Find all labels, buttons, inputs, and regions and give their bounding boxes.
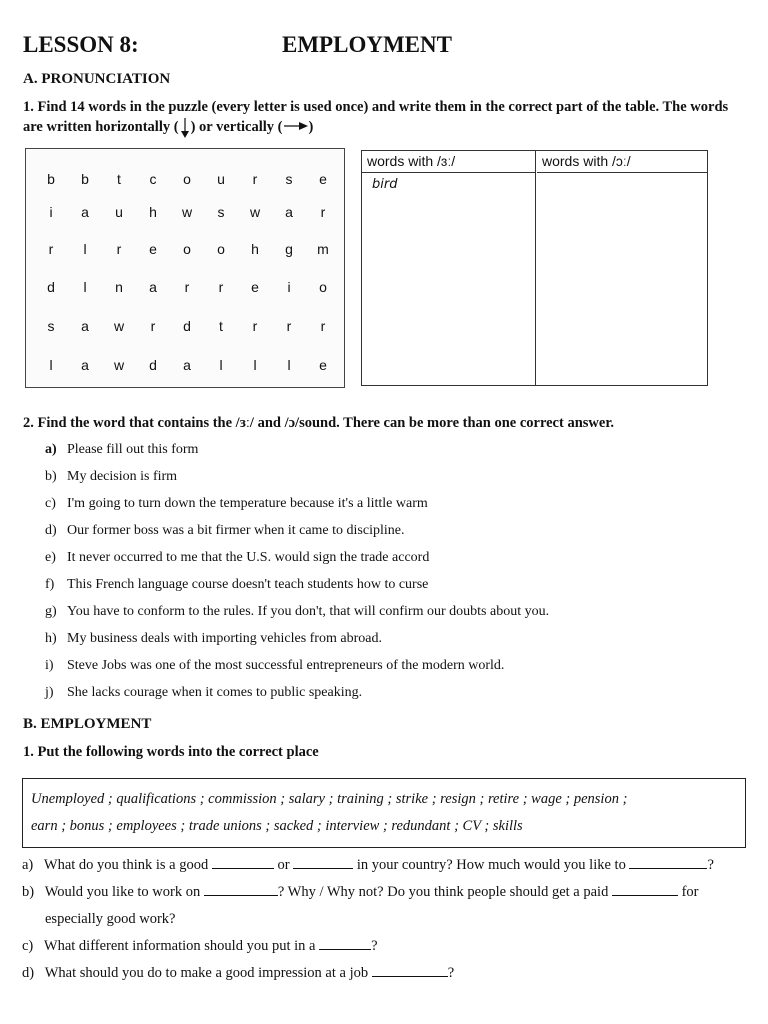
item-label: b) [22, 884, 35, 900]
q1-line-2c: ) [308, 119, 314, 135]
puzzle-letter: u [217, 171, 225, 187]
puzzle-letter: a [285, 204, 293, 220]
q1-line-2 [23, 117, 748, 139]
item-label: e) [45, 550, 56, 565]
word-bank-line-2: earn ; bonus ; employees ; trade unions ; sacked ; interview ; redundant ; CV ; skills [31, 818, 523, 834]
item-label: d) [45, 523, 57, 538]
item-label: j) [45, 685, 54, 700]
item-label: h) [45, 631, 57, 646]
list-item [45, 544, 755, 571]
puzzle-letter: w [113, 318, 125, 334]
puzzle-row-4 [26, 271, 344, 303]
question-text: What do you think is a good [43, 857, 209, 873]
item-label: d) [22, 965, 35, 981]
puzzle-letter: w [181, 204, 193, 220]
puzzle-letter: r [252, 171, 258, 187]
list-item [45, 463, 755, 490]
list-item [45, 598, 755, 625]
item-text: She lacks courage when it comes to public speaking. [67, 685, 363, 700]
puzzle-letter: o [217, 241, 225, 257]
item-text: It never occurred to me that the U.S. would sign the trade accord [67, 550, 430, 565]
puzzle-letter: r [218, 279, 224, 295]
puzzle-letter: b [47, 171, 55, 187]
q1-line-2a: are written horizontally ( [23, 119, 179, 135]
question-text: ? [707, 857, 714, 873]
question-text: for [681, 884, 699, 900]
puzzle-letter: e [319, 171, 327, 187]
puzzle-row-2 [26, 196, 344, 228]
question-text: What should you do to make a good impression at a job [44, 965, 369, 981]
puzzle-letter: l [49, 357, 53, 373]
list-item [45, 652, 755, 679]
puzzle-letter: n [115, 279, 123, 295]
puzzle-letter: h [149, 204, 157, 220]
question-text: ? [371, 938, 378, 954]
or-sound-header: words with /ɔː/ [537, 151, 707, 173]
or-sound-column [537, 151, 707, 385]
puzzle-letter: l [83, 241, 87, 257]
answer-blank[interactable] [629, 856, 707, 869]
right-arrow-icon [283, 117, 309, 137]
list-item [45, 517, 755, 544]
puzzle-letter: m [317, 241, 329, 257]
puzzle-letter: l [219, 357, 223, 373]
answer-blank[interactable] [204, 883, 278, 896]
list-item [45, 571, 755, 598]
puzzle-letter: w [249, 204, 261, 220]
item-text: You have to conform to the rules. If you don't, that will confirm our doubts about you. [67, 604, 550, 619]
puzzle-letter: t [117, 171, 121, 187]
puzzle-letter: r [320, 204, 326, 220]
puzzle-letter: w [113, 357, 125, 373]
item-label: c) [45, 496, 56, 511]
puzzle-letter: a [81, 357, 89, 373]
question-text: What different information should you put in a [43, 938, 316, 954]
answer-blank[interactable] [319, 937, 371, 950]
puzzle-letter: a [81, 318, 89, 334]
puzzle-letter: r [150, 318, 156, 334]
fill-question-c [22, 933, 748, 960]
puzzle-letter: t [219, 318, 223, 334]
puzzle-letter: o [183, 241, 191, 257]
item-text: Our former boss was a bit firmer when it came to discipline. [67, 523, 405, 538]
q1-line-1: 1. Find 14 words in the puzzle (every letter is used once) and write them in the correct part of the table. The words [23, 99, 729, 115]
puzzle-letter: l [253, 357, 257, 373]
puzzle-letter: s [285, 171, 293, 187]
puzzle-row-3 [26, 233, 344, 265]
item-label: g) [45, 604, 57, 619]
puzzle-letter: r [252, 318, 258, 334]
puzzle-letter: e [319, 357, 327, 373]
fill-question-d [22, 960, 748, 987]
item-label: a) [45, 442, 57, 457]
fill-question-b-continued: especially good work? [45, 911, 176, 927]
list-item [45, 625, 755, 652]
question-text: or [277, 857, 290, 873]
sound-words-table [361, 150, 708, 386]
answer-blank[interactable] [372, 964, 448, 977]
puzzle-row-5 [26, 310, 344, 342]
puzzle-letter: b [81, 171, 89, 187]
puzzle-letter: l [287, 357, 291, 373]
answer-blank[interactable] [212, 856, 274, 869]
word-bank-line-1: Unemployed ; qualifications ; commission ; salary ; training ; strike ; resign ; retire ; wage ; pension ; [31, 791, 628, 807]
puzzle-row-1 [26, 163, 344, 195]
question-text: ? [447, 965, 455, 981]
puzzle-letter: a [149, 279, 157, 295]
item-text: I'm going to turn down the temperature because it's a little warm [67, 496, 428, 511]
puzzle-letter: d [47, 279, 55, 295]
puzzle-letter: e [251, 279, 259, 295]
item-text: This French language course doesn't teach students how to curse [67, 577, 429, 592]
puzzle-letter: i [287, 279, 291, 295]
item-text: Please fill out this form [67, 442, 199, 457]
item-label: i) [45, 658, 54, 673]
fill-question-b [22, 879, 748, 906]
puzzle-letter: r [48, 241, 54, 257]
word-puzzle-grid [25, 148, 345, 388]
item-label: a) [22, 857, 34, 873]
list-item [45, 679, 755, 706]
question-2-list [45, 436, 755, 706]
puzzle-letter: r [184, 279, 190, 295]
puzzle-letter: r [320, 318, 326, 334]
word-bank-box [22, 778, 746, 848]
puzzle-letter: d [183, 318, 191, 334]
puzzle-letter: h [251, 241, 259, 257]
puzzle-letter: a [183, 357, 191, 373]
question-2-heading: 2. Find the word that contains the /ɜː/ and /ɔ/sound. There can be more than one correct answer. [23, 415, 615, 431]
item-label: f) [45, 577, 55, 592]
puzzle-letter: g [285, 241, 293, 257]
puzzle-letter: s [47, 318, 55, 334]
list-item [45, 490, 755, 517]
section-b-q1-heading: 1. Put the following words into the correct place [23, 744, 319, 760]
section-b-heading: B. EMPLOYMENT [23, 716, 152, 732]
section-a-heading: A. PRONUNCIATION [23, 71, 171, 87]
puzzle-letter: d [149, 357, 157, 373]
fill-question-a [22, 852, 748, 879]
puzzle-letter: e [149, 241, 157, 257]
puzzle-letter: u [115, 204, 123, 220]
answer-blank[interactable] [612, 883, 678, 896]
item-label: b) [45, 469, 57, 484]
item-label: c) [22, 938, 34, 954]
item-text: Steve Jobs was one of the most successful entrepreneurs of the modern world. [67, 658, 505, 673]
puzzle-letter: i [49, 204, 53, 220]
down-arrow-icon [179, 117, 191, 139]
puzzle-letter: c [149, 171, 157, 187]
item-text: My business deals with importing vehicles from abroad. [67, 631, 382, 646]
list-item [45, 436, 755, 463]
puzzle-letter: o [319, 279, 327, 295]
example-word: bird [372, 177, 398, 192]
ur-sound-header: words with /ɜː/ [362, 151, 535, 173]
puzzle-letter: r [286, 318, 292, 334]
ur-sound-column [362, 151, 536, 385]
puzzle-letter: a [81, 204, 89, 220]
answer-blank[interactable] [293, 856, 353, 869]
page-title: EMPLOYMENT [282, 32, 452, 57]
puzzle-letter: o [183, 171, 191, 187]
question-text: ? Why / Why not? Do you think people should get a paid [277, 884, 609, 900]
lesson-number: LESSON 8: [23, 32, 139, 57]
question-text: Would you like to work on [44, 884, 201, 900]
q1-line-2b: ) or vertically ( [190, 119, 283, 135]
puzzle-letter: s [217, 204, 225, 220]
puzzle-letter: l [83, 279, 87, 295]
puzzle-row-6 [26, 349, 344, 381]
puzzle-letter: r [116, 241, 122, 257]
question-text: in your country? How much would you like to [356, 857, 626, 873]
item-text: My decision is firm [67, 469, 178, 484]
question-1-instructions [23, 97, 748, 139]
